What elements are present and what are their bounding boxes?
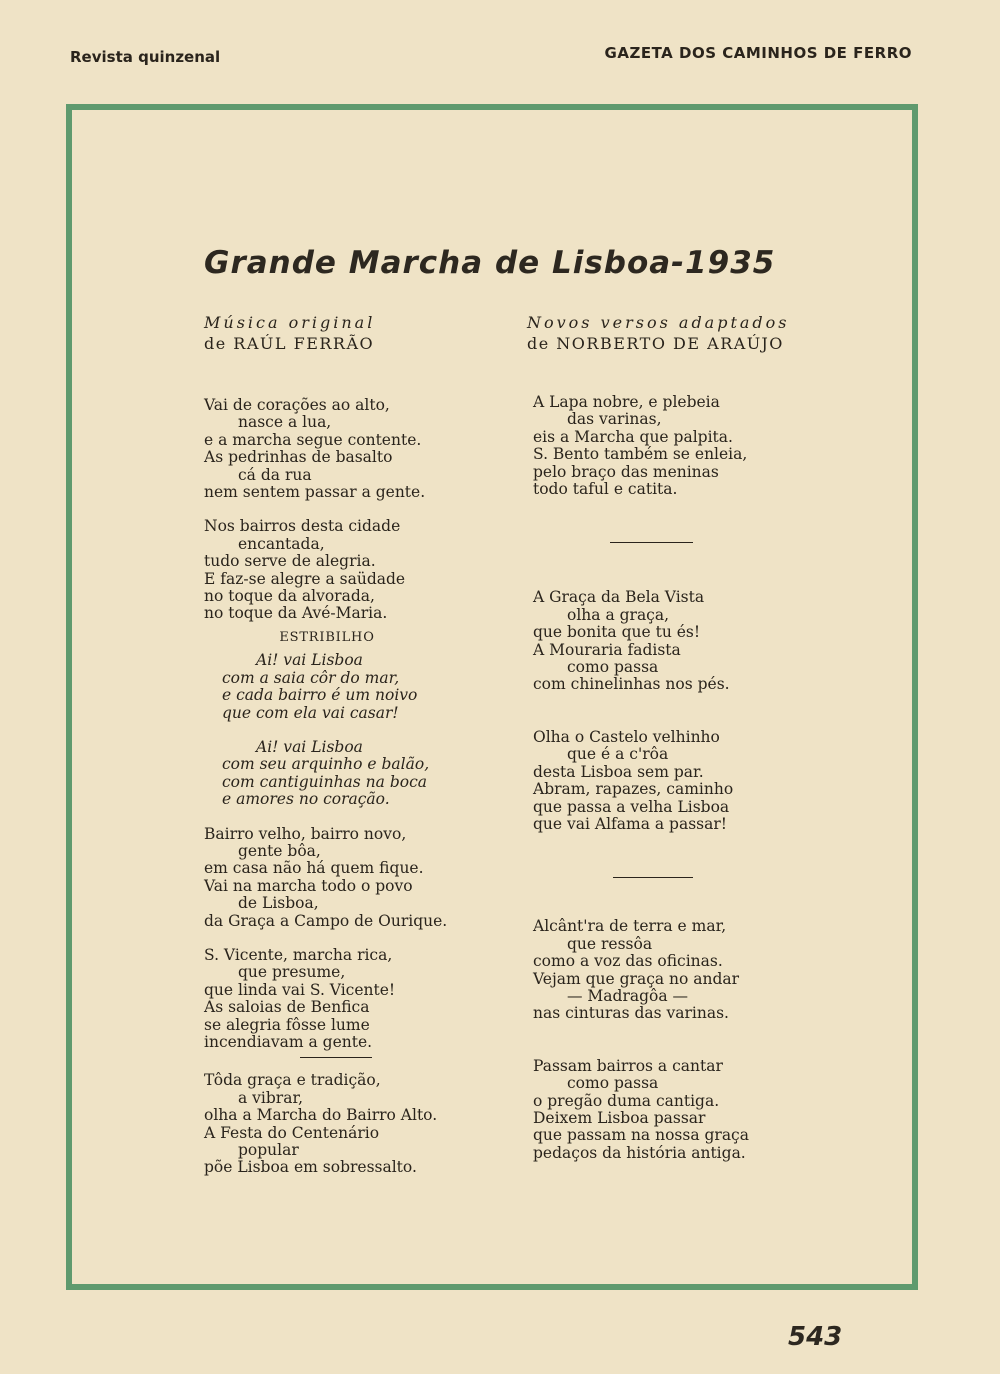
header-right: GAZETA DOS CAMINHOS DE FERRO — [604, 44, 912, 62]
verse-line: e cada bairro é um noivo — [222, 686, 418, 705]
stanza — [204, 826, 484, 930]
verse-line: no toque da alvorada, — [204, 587, 375, 606]
verse-line: a vibrar, — [238, 1088, 304, 1107]
verse-line: Bairro velho, bairro novo, — [204, 824, 407, 843]
verse-line: se alegria fôsse lume — [204, 1015, 370, 1034]
verse-line: Ai! vai Lisboa — [256, 737, 363, 756]
verse-line: Vai de corações ao alto, — [204, 396, 390, 414]
verse-line: Alcânt'ra de terra e mar, — [533, 917, 727, 936]
verse-line: A Festa do Centenário — [204, 1123, 380, 1142]
verse-line: que linda vai S. Vicente! — [204, 980, 396, 999]
verse-line: Nos bairros desta cidade — [204, 517, 401, 536]
verses-credit — [527, 312, 790, 354]
verse-line: Abram, rapazes, caminho — [533, 780, 734, 799]
verse-line: Vai na marcha todo o povo — [204, 876, 413, 895]
verse-line: eis a Marcha que palpita. — [533, 427, 733, 446]
verse-line: nas cinturas das varinas. — [533, 1004, 729, 1023]
verse-line: que é a c'rôa — [567, 745, 669, 764]
verse-line: A Graça da Bela Vista — [533, 588, 705, 607]
verse-line: o pregão duma cantiga. — [533, 1091, 720, 1110]
stanza — [533, 394, 833, 498]
verse-line: como passa — [567, 1074, 659, 1093]
page-number: 543 — [788, 1322, 843, 1352]
music-credit — [204, 312, 375, 354]
stanza — [204, 518, 484, 622]
verse-line: nasce a lua, — [238, 413, 332, 432]
verse-line: com cantiguinhas na boca — [222, 772, 428, 791]
verse-line: As pedrinhas de basalto — [204, 448, 393, 467]
stanza — [204, 947, 484, 1051]
stanza — [533, 589, 833, 693]
verse-line: com seu arquinho e balão, — [222, 755, 430, 774]
music-label: Música original — [204, 313, 376, 332]
verse-line: incendiavam a gente. — [204, 1033, 373, 1051]
stanza — [533, 918, 833, 1022]
verse-line: S. Vicente, marcha rica, — [204, 945, 393, 964]
verse-line: como passa — [567, 658, 659, 677]
verse-line: e a marcha segue contente. — [204, 430, 422, 449]
verse-line: pelo braço das meninas — [533, 462, 719, 481]
right-column — [533, 394, 833, 1162]
stanza — [204, 1072, 484, 1176]
verse-line: As saloias de Benfica — [204, 998, 370, 1017]
verse-line: todo taful e catita. — [533, 480, 678, 499]
verse-line: tudo serve de alegria. — [204, 552, 376, 571]
verse-line: S. Bento também se enleia, — [533, 445, 748, 464]
page-title: Grande Marcha de Lisboa-1935 — [204, 245, 776, 281]
header-left: Revista quinzenal — [70, 48, 221, 66]
refrain — [204, 652, 484, 722]
verse-line: que bonita que tu és! — [533, 623, 701, 642]
stanza — [533, 729, 833, 833]
refrain-label: ESTRIBILHO — [279, 629, 375, 645]
verse-line: de Lisboa, — [238, 894, 319, 913]
stanza — [533, 1058, 833, 1162]
verse-line: com chinelinhas nos pés. — [533, 675, 730, 694]
verse-line: das varinas, — [567, 410, 662, 429]
verse-line: popular — [238, 1141, 299, 1160]
verse-line: põe Lisboa em sobressalto. — [204, 1158, 417, 1177]
verse-line: pedaços da história antiga. — [533, 1143, 746, 1162]
verse-line: com a saia côr do mar, — [222, 668, 400, 687]
verses-author: de NORBERTO DE ARAÚJO — [527, 334, 784, 353]
verse-line: que ressôa — [567, 934, 653, 953]
verse-line: A Mouraria fadista — [533, 640, 681, 659]
verse-line: Deixem Lisboa passar — [533, 1108, 706, 1127]
stanza — [204, 397, 484, 501]
verse-line: que passa a velha Lisboa — [533, 797, 730, 816]
verse-line: olha a Marcha do Bairro Alto. — [204, 1106, 438, 1125]
verse-line: Passam bairros a cantar — [533, 1056, 723, 1075]
verses-label: Novos versos adaptados — [527, 313, 790, 332]
verse-line: desta Lisboa sem par. — [533, 762, 704, 781]
verse-line: que com ela vai casar! — [222, 703, 399, 722]
verse-line: A Lapa nobre, e plebeia — [533, 393, 720, 411]
verse-line: E faz-se alegre a saüdade — [204, 569, 406, 588]
verse-line: olha a graça, — [567, 605, 670, 624]
verse-line: da Graça a Campo de Ourique. — [204, 911, 448, 930]
refrain — [204, 739, 484, 809]
verse-line: em casa não há quem fique. — [204, 859, 424, 878]
verse-line: como a voz das oficinas. — [533, 952, 723, 971]
verse-line: que passam na nossa graça — [533, 1126, 749, 1145]
verse-line: Tôda graça e tradição, — [204, 1071, 381, 1090]
verse-line: Vejam que graça no andar — [533, 969, 740, 988]
verse-line: — Madragôa — — [567, 986, 689, 1005]
verse-line: Olha o Castelo velhinho — [533, 727, 720, 746]
verse-line: nem sentem passar a gente. — [204, 483, 426, 502]
music-author: de RAÚL FERRÃO — [204, 334, 375, 353]
verse-line: que presume, — [238, 963, 346, 982]
verse-line: cá da rua — [238, 465, 312, 484]
verse-line: que vai Alfama a passar! — [533, 814, 727, 833]
verse-line: gente bôa, — [238, 841, 321, 860]
verse-line: Ai! vai Lisboa — [256, 651, 363, 670]
verse-line: no toque da Avé-Maria. — [204, 604, 388, 623]
verse-line: e amores no coração. — [222, 790, 390, 809]
left-column — [204, 397, 484, 1177]
verse-line: encantada, — [238, 534, 325, 553]
